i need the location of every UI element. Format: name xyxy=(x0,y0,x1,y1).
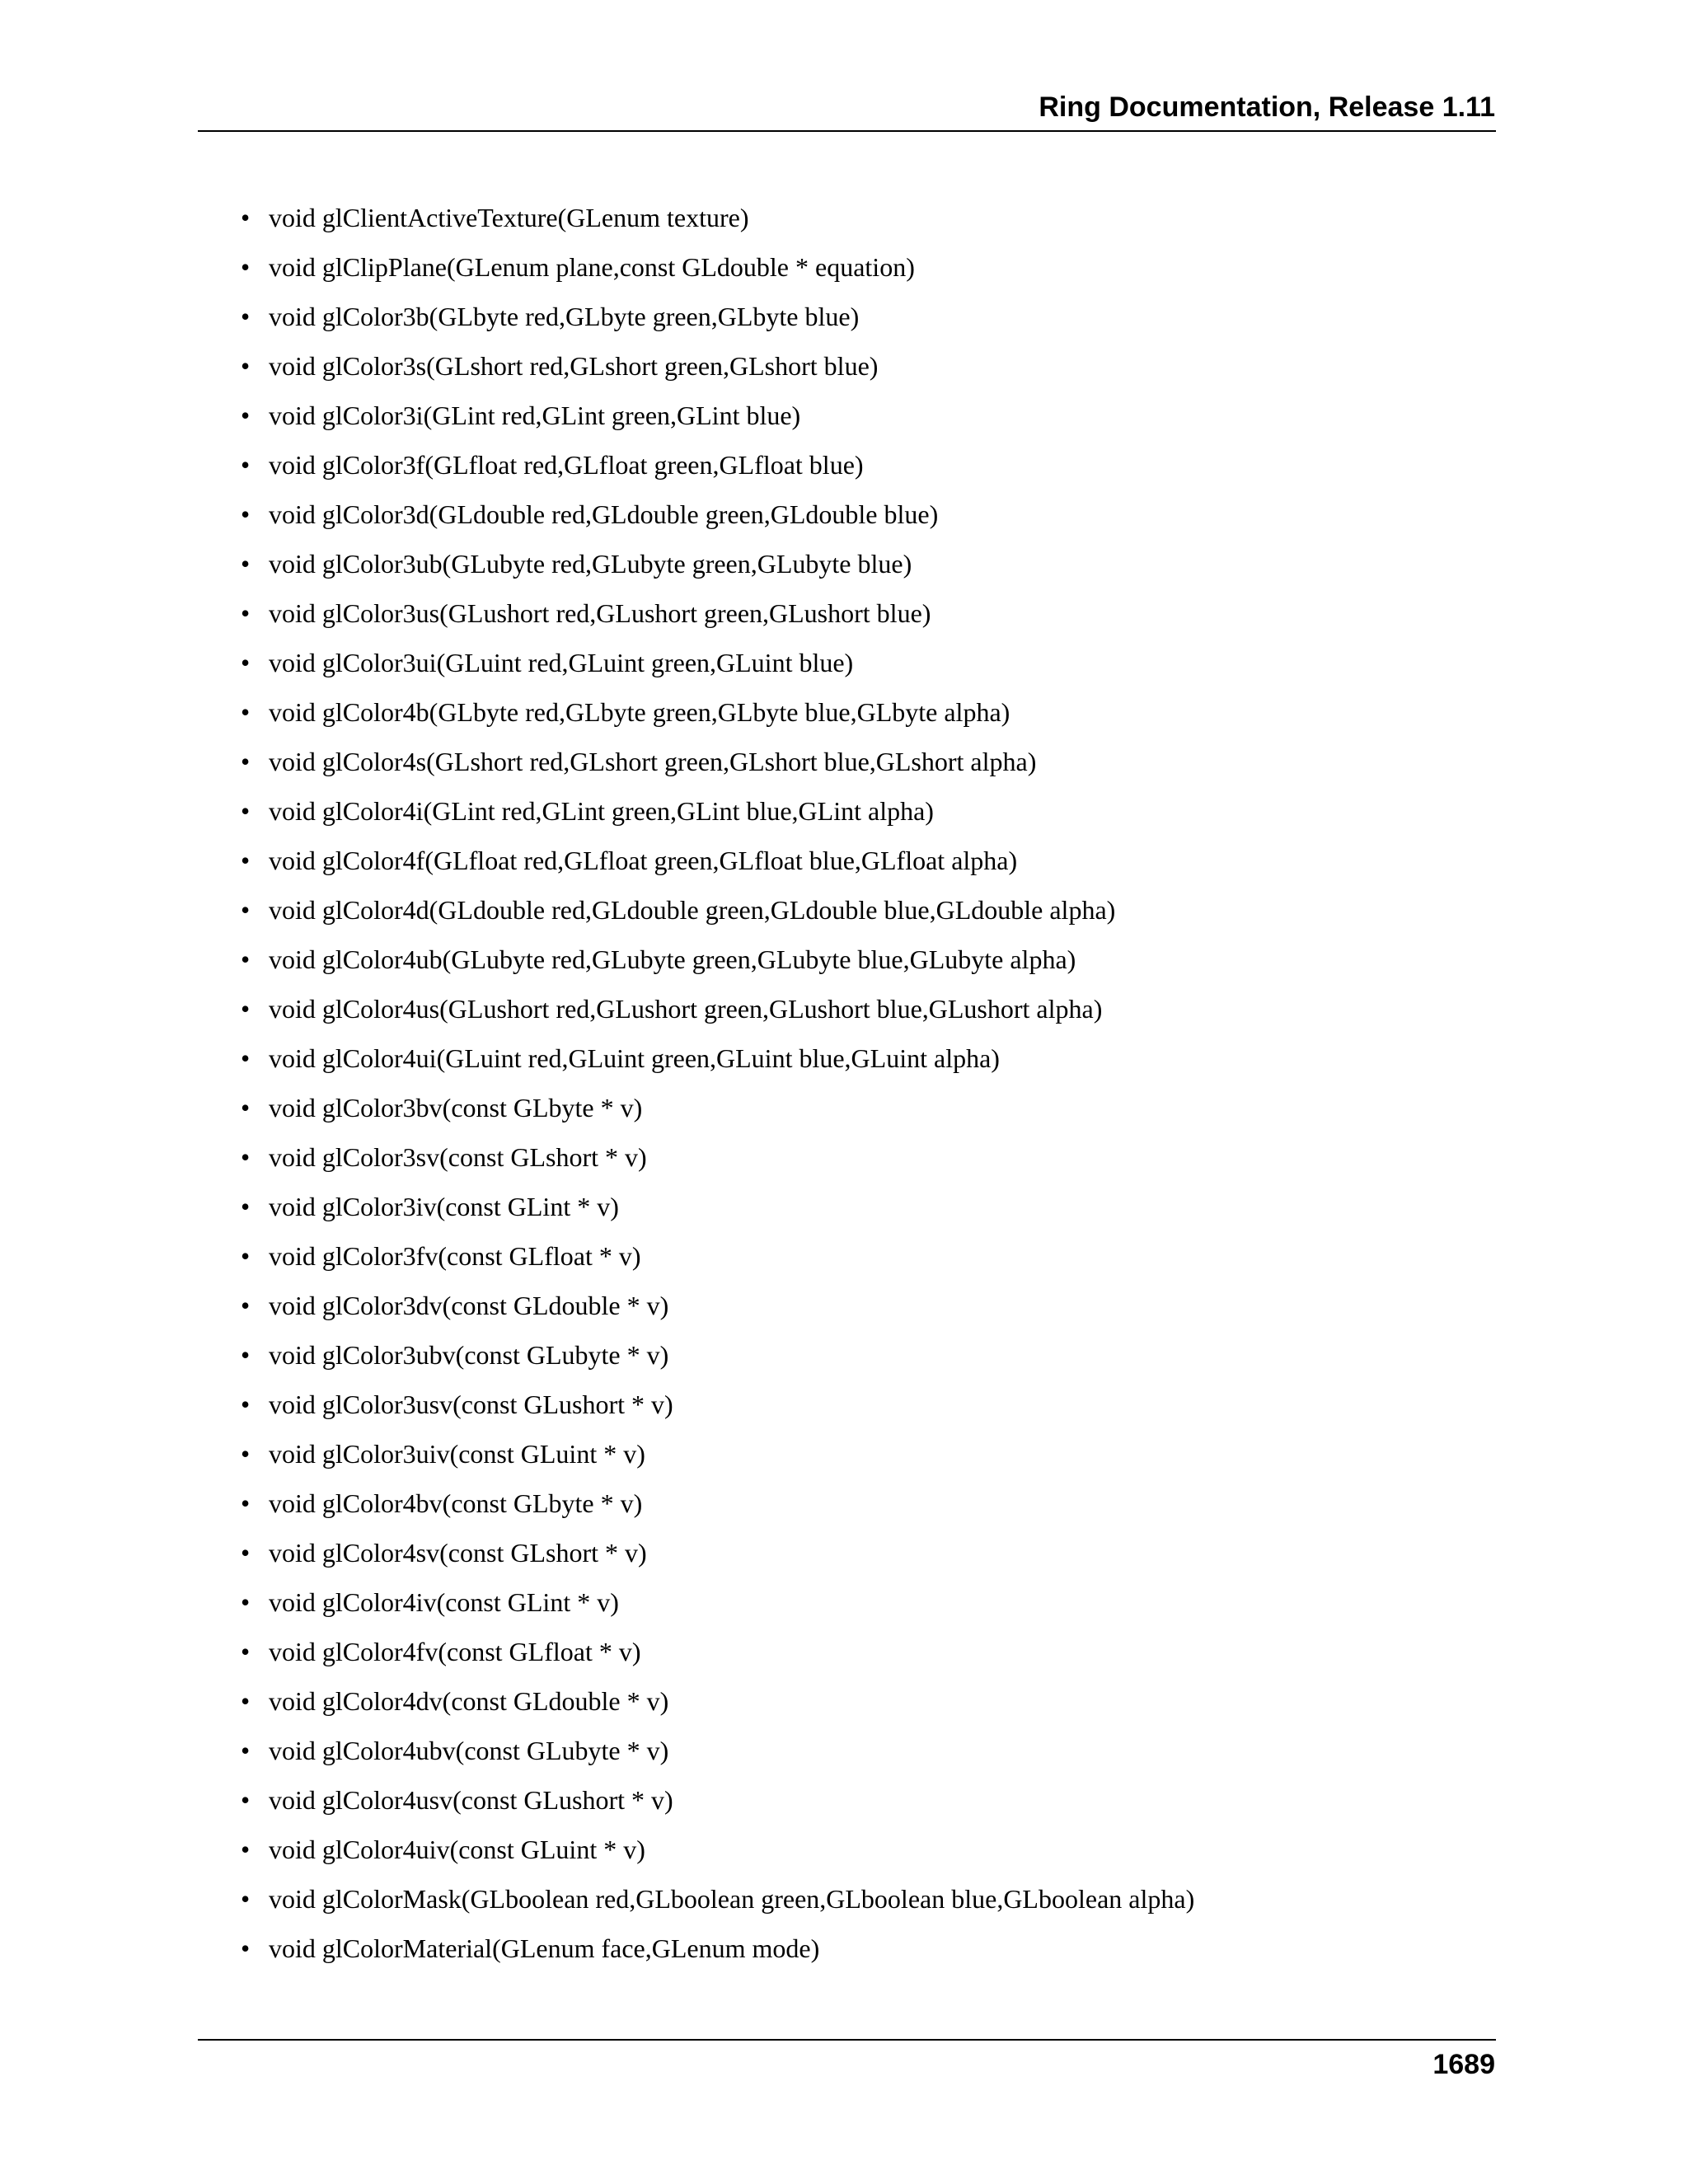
list-item xyxy=(239,1584,1194,1633)
list-item xyxy=(239,1287,1194,1337)
bullet-icon: • xyxy=(241,252,251,282)
function-signature: void glColor3ubv(const GLubyte * v) xyxy=(269,1340,669,1370)
list-item xyxy=(239,694,1194,743)
bullet-icon: • xyxy=(241,1587,251,1617)
list-item xyxy=(239,1238,1194,1287)
bullet-icon: • xyxy=(241,747,251,776)
list-item xyxy=(239,793,1194,842)
bullet-icon: • xyxy=(241,697,251,727)
list-item xyxy=(239,1139,1194,1188)
function-signature: void glColor3fv(const GLfloat * v) xyxy=(269,1241,641,1271)
list-item xyxy=(239,1386,1194,1436)
function-signature: void glColorMaterial(GLenum face,GLenum mode) xyxy=(269,1933,820,1963)
bullet-icon: • xyxy=(241,796,251,826)
bullet-icon: • xyxy=(241,944,251,974)
bullet-icon: • xyxy=(241,1637,251,1666)
function-signature: void glColor3f(GLfloat red,GLfloat green,GLfloat blue) xyxy=(269,450,864,480)
list-item xyxy=(239,1881,1194,1930)
function-signature: void glColor4uiv(const GLuint * v) xyxy=(269,1835,645,1864)
list-item xyxy=(239,199,1194,249)
function-signature: void glColor4s(GLshort red,GLshort green,GLshort blue,GLshort alpha) xyxy=(269,747,1037,776)
list-item xyxy=(239,1337,1194,1386)
bullet-icon: • xyxy=(241,598,251,628)
list-item xyxy=(239,546,1194,595)
bullet-icon: • xyxy=(241,648,251,677)
bullet-icon: • xyxy=(241,1093,251,1122)
header-divider xyxy=(198,130,1496,132)
bullet-icon: • xyxy=(241,846,251,875)
function-signature: void glColor4fv(const GLfloat * v) xyxy=(269,1637,641,1666)
bullet-icon: • xyxy=(241,994,251,1024)
list-item xyxy=(239,1535,1194,1584)
bullet-icon: • xyxy=(241,1933,251,1963)
list-item xyxy=(239,644,1194,694)
function-signature: void glColor4bv(const GLbyte * v) xyxy=(269,1488,643,1518)
bullet-icon: • xyxy=(241,1241,251,1271)
function-signature: void glColor4ui(GLuint red,GLuint green,GLuint blue,GLuint alpha) xyxy=(269,1043,1000,1073)
bullet-icon: • xyxy=(241,1142,251,1172)
list-item xyxy=(239,249,1194,298)
list-item xyxy=(239,298,1194,348)
function-signature: void glClientActiveTexture(GLenum texture) xyxy=(269,203,749,232)
function-signature: void glColor4ub(GLubyte red,GLubyte green,GLubyte blue,GLubyte alpha) xyxy=(269,944,1076,974)
function-signature: void glColor3s(GLshort red,GLshort green,GLshort blue) xyxy=(269,351,879,381)
list-item xyxy=(239,1930,1194,1980)
bullet-icon: • xyxy=(241,1538,251,1568)
bullet-icon: • xyxy=(241,351,251,381)
function-list xyxy=(239,199,1194,1980)
list-item xyxy=(239,397,1194,447)
function-signature: void glColor3us(GLushort red,GLushort green,GLushort blue) xyxy=(269,598,931,628)
bullet-icon: • xyxy=(241,1439,251,1469)
list-item xyxy=(239,595,1194,644)
list-item xyxy=(239,743,1194,793)
function-signature: void glColor4sv(const GLshort * v) xyxy=(269,1538,647,1568)
function-signature: void glColor4us(GLushort red,GLushort green,GLushort blue,GLushort alpha) xyxy=(269,994,1103,1024)
list-item xyxy=(239,447,1194,496)
function-signature: void glColor4f(GLfloat red,GLfloat green,GLfloat blue,GLfloat alpha) xyxy=(269,846,1018,875)
list-item xyxy=(239,1436,1194,1485)
list-item xyxy=(239,1782,1194,1831)
function-signature: void glClipPlane(GLenum plane,const GLdouble * equation) xyxy=(269,252,915,282)
function-signature: void glColor4usv(const GLushort * v) xyxy=(269,1785,673,1815)
bullet-icon: • xyxy=(241,450,251,480)
bullet-icon: • xyxy=(241,1291,251,1320)
function-signature: void glColor3bv(const GLbyte * v) xyxy=(269,1093,643,1122)
list-item xyxy=(239,1683,1194,1732)
bullet-icon: • xyxy=(241,499,251,529)
function-signature: void glColor3ub(GLubyte red,GLubyte green,GLubyte blue) xyxy=(269,549,912,579)
bullet-icon: • xyxy=(241,1686,251,1716)
function-signature: void glColor4ubv(const GLubyte * v) xyxy=(269,1736,669,1765)
page-header-title: Ring Documentation, Release 1.11 xyxy=(1039,91,1495,123)
bullet-icon: • xyxy=(241,1488,251,1518)
bullet-icon: • xyxy=(241,1340,251,1370)
list-item xyxy=(239,1040,1194,1090)
function-signature: void glColor3sv(const GLshort * v) xyxy=(269,1142,647,1172)
bullet-icon: • xyxy=(241,549,251,579)
list-item xyxy=(239,842,1194,892)
bullet-icon: • xyxy=(241,1043,251,1073)
bullet-icon: • xyxy=(241,1736,251,1765)
list-item xyxy=(239,1090,1194,1139)
page-number: 1689 xyxy=(1432,2049,1495,2080)
list-item xyxy=(239,1732,1194,1782)
list-item xyxy=(239,1485,1194,1535)
bullet-icon: • xyxy=(241,895,251,925)
function-signature: void glColor4d(GLdouble red,GLdouble green,GLdouble blue,GLdouble alpha) xyxy=(269,895,1116,925)
function-signature: void glColor3ui(GLuint red,GLuint green,GLuint blue) xyxy=(269,648,854,677)
function-signature: void glColor3dv(const GLdouble * v) xyxy=(269,1291,669,1320)
bullet-icon: • xyxy=(241,1785,251,1815)
list-item xyxy=(239,348,1194,397)
footer-divider xyxy=(198,2039,1496,2041)
bullet-icon: • xyxy=(241,1390,251,1419)
bullet-icon: • xyxy=(241,1884,251,1914)
function-signature: void glColor4b(GLbyte red,GLbyte green,GLbyte blue,GLbyte alpha) xyxy=(269,697,1010,727)
list-item xyxy=(239,941,1194,991)
list-item xyxy=(239,496,1194,546)
list-item xyxy=(239,1633,1194,1683)
bullet-icon: • xyxy=(241,203,251,232)
list-item xyxy=(239,892,1194,941)
function-signature: void glColor3d(GLdouble red,GLdouble green,GLdouble blue) xyxy=(269,499,939,529)
function-signature: void glColor4dv(const GLdouble * v) xyxy=(269,1686,669,1716)
list-item xyxy=(239,1188,1194,1238)
function-signature: void glColor3iv(const GLint * v) xyxy=(269,1192,619,1221)
function-signature: void glColor3i(GLint red,GLint green,GLint blue) xyxy=(269,401,801,430)
bullet-icon: • xyxy=(241,302,251,331)
list-item xyxy=(239,991,1194,1040)
function-signature: void glColorMask(GLboolean red,GLboolean green,GLboolean blue,GLboolean alpha) xyxy=(269,1884,1195,1914)
function-signature: void glColor4iv(const GLint * v) xyxy=(269,1587,619,1617)
function-signature: void glColor3b(GLbyte red,GLbyte green,GLbyte blue) xyxy=(269,302,860,331)
function-signature: void glColor4i(GLint red,GLint green,GLint blue,GLint alpha) xyxy=(269,796,934,826)
bullet-icon: • xyxy=(241,1835,251,1864)
bullet-icon: • xyxy=(241,1192,251,1221)
function-signature: void glColor3uiv(const GLuint * v) xyxy=(269,1439,645,1469)
list-item xyxy=(239,1831,1194,1881)
function-signature: void glColor3usv(const GLushort * v) xyxy=(269,1390,673,1419)
bullet-icon: • xyxy=(241,401,251,430)
